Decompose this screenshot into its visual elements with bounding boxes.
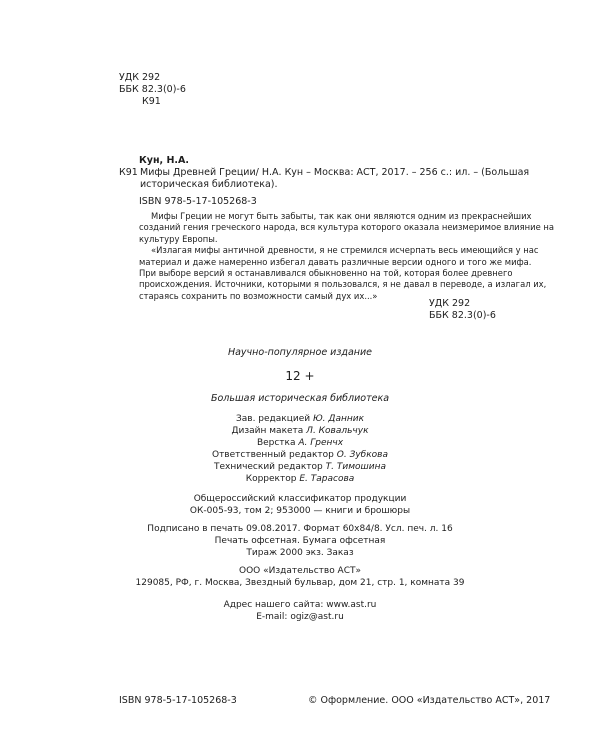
isbn: ISBN 978-5-17-105268-3 <box>139 196 257 207</box>
annotation-p1-line-1: Мифы Греции не могут быть забыты, так как они являются одним из прекраснейших <box>151 211 532 221</box>
author-mark-top: К91 <box>142 96 161 107</box>
bbk-catalog: ББК 82.3(0)-6 <box>429 310 496 321</box>
credits <box>0 413 600 485</box>
publisher-site: Адрес нашего сайта: www.ast.ru <box>223 600 377 610</box>
credit-row <box>0 413 600 425</box>
description-line-2: историческая библиотека). <box>140 179 278 190</box>
credit-name: Т. Тимошина <box>325 462 386 472</box>
credit-role: Ответственный редактор <box>211 450 334 460</box>
credit-row <box>0 461 600 473</box>
edition-type: Научно-популярное издание <box>227 347 373 358</box>
annotation <box>139 211 559 302</box>
description-line-1: Мифы Древней Греции/ Н.А. Кун – Москва: АСТ, 2017. – 256 с.: ил. – (Большая <box>140 167 530 178</box>
udk-catalog: УДК 292 <box>429 298 471 309</box>
credit-role: Зав. редакцией <box>235 414 311 424</box>
publisher-address: 129085, РФ, г. Москва, Звездный бульвар, дом 21, стр. 1, комната 39 <box>135 578 465 588</box>
classifier-line-2: ОК-005-93, том 2; 953000 — книги и брошюры <box>189 506 411 516</box>
annotation-p2-line-4: происхождения. Источники, которыми я пользовался, я не давал в переводе, а излагал их, <box>139 279 547 290</box>
print-info-line-1: Подписано в печать 09.08.2017. Формат 60х84/8. Усл. печ. л. 16 <box>147 524 453 534</box>
series-name: Большая историческая библиотека <box>210 393 390 404</box>
udk-top: УДК 292 <box>119 72 161 83</box>
footer-copyright: © Оформление. ООО «Издательство АСТ», 2017 <box>308 695 551 706</box>
credit-row <box>0 425 600 437</box>
footer-isbn: ISBN 978-5-17-105268-3 <box>119 695 237 706</box>
credit-name: Е. Тарасова <box>299 474 355 484</box>
annotation-p1-line-2: созданий гения греческого народа, вся культура которого оказала неизмеримое влияние на <box>139 222 555 233</box>
age-rating: 12 + <box>285 369 315 383</box>
print-info-line-2: Печать офсетная. Бумага офсетная <box>214 536 386 546</box>
credit-row <box>0 437 600 449</box>
annotation-p2-line-1: «Излагая мифы античной древности, я не стремился исчерпать весь имеющийся у нас <box>151 245 539 256</box>
publisher-email: E-mail: ogiz@ast.ru <box>256 612 344 622</box>
credit-role: Корректор <box>245 474 297 484</box>
publisher-name: ООО «Издательство АСТ» <box>238 566 362 576</box>
credit-row <box>0 449 600 461</box>
credit-name: Ю. Данник <box>312 414 365 424</box>
credit-name: О. Зубкова <box>336 450 388 460</box>
credit-role: Технический редактор <box>213 462 323 472</box>
annotation-p1-line-3: культуру Европы. <box>139 233 218 244</box>
credit-role: Верстка <box>256 438 296 448</box>
annotation-p2-line-5: стараясь сохранить по возможности самый дух их...» <box>139 290 378 301</box>
annotation-p2-line-3: При выборе версий я останавливался обыкновенно на той, которая более древнего <box>139 268 513 279</box>
print-info-line-3: Тираж 2000 экз. Заказ <box>246 548 354 558</box>
credit-row <box>0 473 600 485</box>
author-mark: К91 <box>119 167 138 178</box>
credit-name: А. Гренчх <box>298 438 344 448</box>
annotation-p2-line-2: материал и даже намеренно избегал давать различные версии одного и того же мифа. <box>139 256 532 267</box>
bbk-top: ББК 82.3(0)-6 <box>119 84 186 95</box>
author-heading: Кун, Н.А. <box>139 155 189 166</box>
classifier-line-1: Общероссийский классификатор продукции <box>193 494 407 504</box>
credit-name: Л. Ковальчук <box>306 426 369 436</box>
credit-role: Дизайн макета <box>231 426 304 436</box>
